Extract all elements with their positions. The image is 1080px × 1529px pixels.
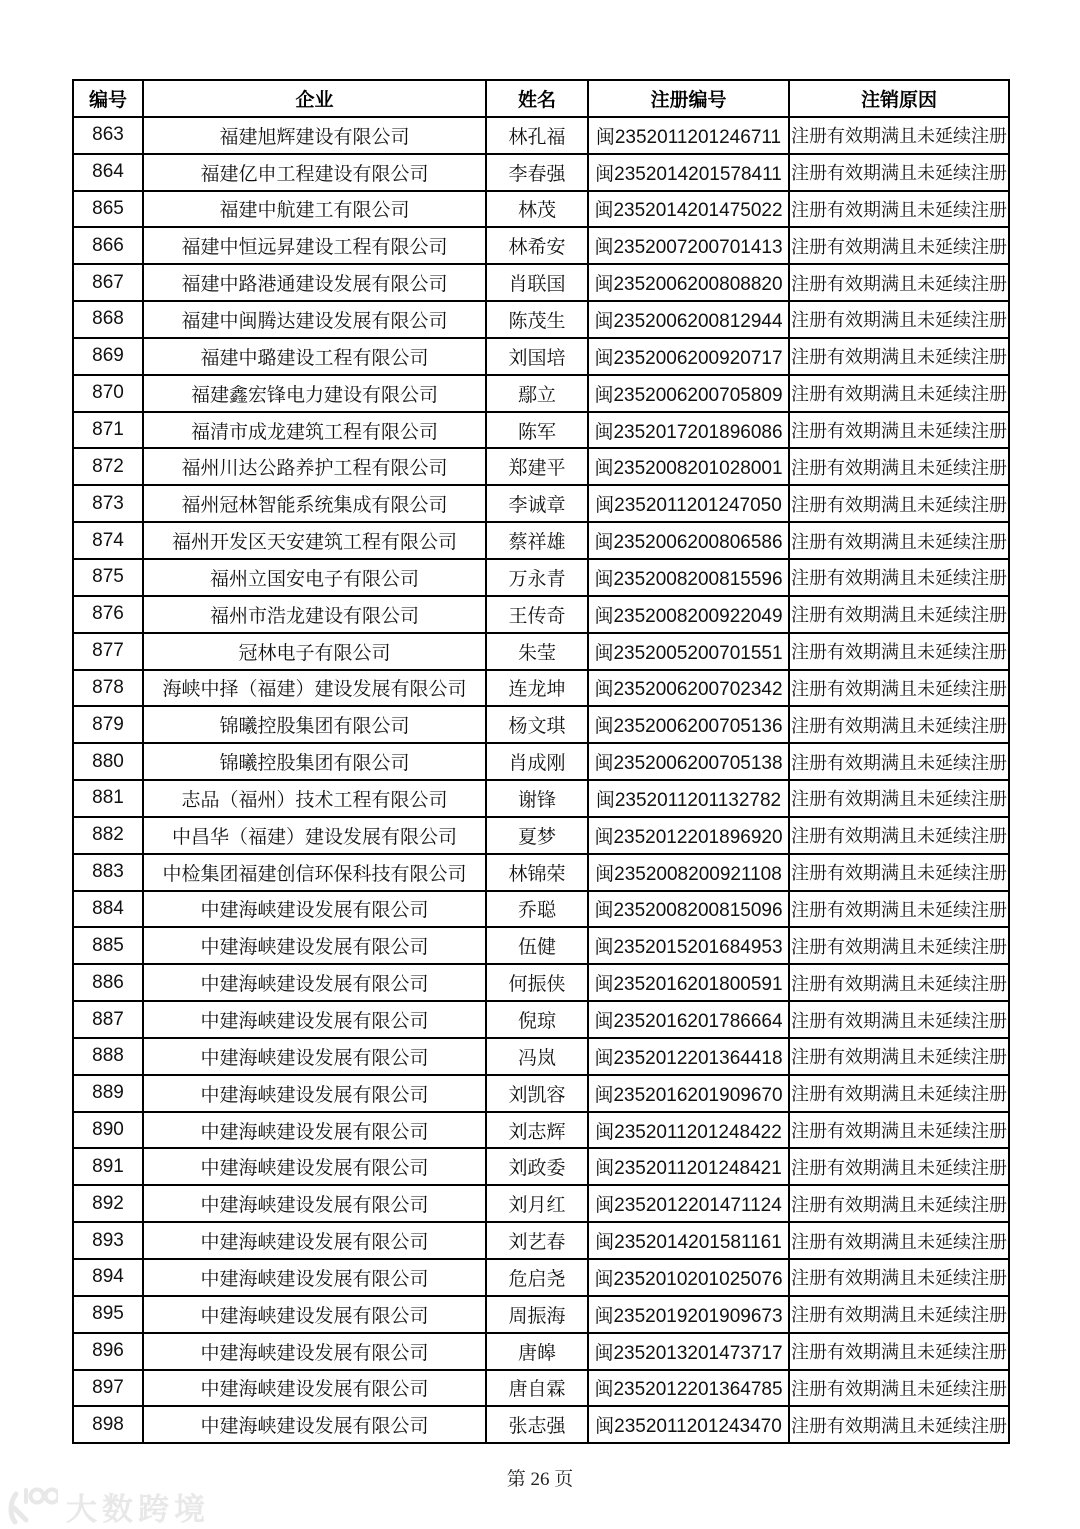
person-name-cell: 鄢立 [486,375,588,412]
company-cell: 中建海峡建设发展有限公司 [143,1148,486,1185]
registration-number-cell: 闽2352006200806586 [588,522,789,559]
row-number-cell: 893 [73,1222,143,1259]
row-number-cell: 866 [73,227,143,264]
company-cell: 中建海峡建设发展有限公司 [143,964,486,1001]
cancellation-reason-cell: 注册有效期满且未延续注册 [789,743,1009,780]
table-header [73,80,1009,117]
row-number-cell: 885 [73,927,143,964]
registration-number-cell: 闽2352008201028001 [588,448,789,485]
registration-number-cell: 闽2352011201132782 [588,780,789,817]
cancellation-reason-cell: 注册有效期满且未延续注册 [789,448,1009,485]
person-name-cell: 唐皞 [486,1333,588,1370]
cancellation-reason-cell: 注册有效期满且未延续注册 [789,927,1009,964]
company-cell: 中建海峡建设发展有限公司 [143,1259,486,1296]
header-registration-number: 注册编号 [588,80,789,117]
registration-number-cell: 闽2352012201896920 [588,817,789,854]
registry-table [72,79,1010,1444]
company-cell: 福建中路港通建设发展有限公司 [143,264,486,301]
company-cell: 福建中恒远昇建设工程有限公司 [143,227,486,264]
cancellation-reason-cell: 注册有效期满且未延续注册 [789,1406,1009,1443]
registration-number-cell: 闽2352008200815596 [588,559,789,596]
table-row [73,338,1009,375]
person-name-cell: 林茂 [486,191,588,228]
row-number-cell: 869 [73,338,143,375]
table-row [73,301,1009,338]
watermark-brand-text: 大数跨境 [66,1492,210,1527]
row-number-cell: 896 [73,1333,143,1370]
registration-number-cell: 闽2352006200705809 [588,375,789,412]
person-name-cell: 林希安 [486,227,588,264]
person-name-cell: 刘政委 [486,1148,588,1185]
person-name-cell: 杨文琪 [486,706,588,743]
row-number-cell: 879 [73,706,143,743]
table-row [73,559,1009,596]
person-name-cell: 谢锋 [486,780,588,817]
person-name-cell: 蔡祥雄 [486,522,588,559]
table-row [73,706,1009,743]
cancellation-reason-cell: 注册有效期满且未延续注册 [789,1001,1009,1038]
company-cell: 志品（福州）技术工程有限公司 [143,780,486,817]
company-cell: 中建海峡建设发展有限公司 [143,1185,486,1222]
person-name-cell: 倪琼 [486,1001,588,1038]
person-name-cell: 李诚章 [486,485,588,522]
company-cell: 中建海峡建设发展有限公司 [143,927,486,964]
table-row [73,854,1009,891]
row-number-cell: 876 [73,596,143,633]
person-name-cell: 连龙坤 [486,670,588,707]
company-cell: 福建中璐建设工程有限公司 [143,338,486,375]
registration-number-cell: 闽2352014201578411 [588,154,789,191]
header-cancellation-reason: 注销原因 [789,80,1009,117]
table-row [73,891,1009,928]
company-cell: 福州市浩龙建设有限公司 [143,596,486,633]
person-name-cell: 乔聪 [486,891,588,928]
row-number-cell: 897 [73,1370,143,1407]
row-number-cell: 898 [73,1406,143,1443]
table-row [73,264,1009,301]
registration-number-cell: 闽2352007200701413 [588,227,789,264]
row-number-cell: 882 [73,817,143,854]
table-row [73,1222,1009,1259]
row-number-cell: 867 [73,264,143,301]
cancellation-reason-cell: 注册有效期满且未延续注册 [789,1222,1009,1259]
person-name-cell: 刘艺春 [486,1222,588,1259]
registration-number-cell: 闽2352008200921108 [588,854,789,891]
table-row [73,1370,1009,1407]
table-row [73,1406,1009,1443]
person-name-cell: 夏梦 [486,817,588,854]
page-number: 第 26 页 [506,1469,574,1490]
company-cell: 中建海峡建设发展有限公司 [143,1038,486,1075]
row-number-cell: 881 [73,780,143,817]
cancellation-reason-cell: 注册有效期满且未延续注册 [789,633,1009,670]
person-name-cell: 冯岚 [486,1038,588,1075]
registration-number-cell: 闽2352014201581161 [588,1222,789,1259]
company-cell: 锦曦控股集团有限公司 [143,743,486,780]
company-cell: 福建旭辉建设有限公司 [143,117,486,154]
registration-number-cell: 闽2352005200701551 [588,633,789,670]
company-cell: 中检集团福建创信环保科技有限公司 [143,854,486,891]
cancellation-reason-cell: 注册有效期满且未延续注册 [789,227,1009,264]
person-name-cell: 危启尧 [486,1259,588,1296]
table-row [73,227,1009,264]
row-number-cell: 863 [73,117,143,154]
registration-number-cell: 闽2352016201786664 [588,1001,789,1038]
person-name-cell: 肖联国 [486,264,588,301]
table-row [73,485,1009,522]
company-cell: 福州冠林智能系统集成有限公司 [143,485,486,522]
person-name-cell: 张志强 [486,1406,588,1443]
company-cell: 福州立国安电子有限公司 [143,559,486,596]
person-name-cell: 刘凯容 [486,1075,588,1112]
table-row [73,1075,1009,1112]
table-row [73,743,1009,780]
company-cell: 中建海峡建设发展有限公司 [143,1333,486,1370]
row-number-cell: 887 [73,1001,143,1038]
table-row [73,1038,1009,1075]
company-cell: 锦曦控股集团有限公司 [143,706,486,743]
row-number-cell: 892 [73,1185,143,1222]
company-cell: 中建海峡建设发展有限公司 [143,1296,486,1333]
person-name-cell: 林孔福 [486,117,588,154]
registration-number-cell: 闽2352006200705138 [588,743,789,780]
cancellation-reason-cell: 注册有效期满且未延续注册 [789,706,1009,743]
cancellation-reason-cell: 注册有效期满且未延续注册 [789,1038,1009,1075]
row-number-cell: 889 [73,1075,143,1112]
registration-number-cell: 闽2352012201364418 [588,1038,789,1075]
table-row [73,780,1009,817]
registration-number-cell: 闽2352012201364785 [588,1370,789,1407]
company-cell: 海峡中择（福建）建设发展有限公司 [143,670,486,707]
cancellation-reason-cell: 注册有效期满且未延续注册 [789,596,1009,633]
table-row [73,817,1009,854]
registration-number-cell: 闽2352006200812944 [588,301,789,338]
table-row [73,1112,1009,1149]
row-number-cell: 878 [73,670,143,707]
company-cell: 福清市成龙建筑工程有限公司 [143,412,486,449]
person-name-cell: 刘月红 [486,1185,588,1222]
registration-number-cell: 闽2352006200702342 [588,670,789,707]
person-name-cell: 朱莹 [486,633,588,670]
cancellation-reason-cell: 注册有效期满且未延续注册 [789,412,1009,449]
registration-number-cell: 闽2352011201246711 [588,117,789,154]
company-cell: 中建海峡建设发展有限公司 [143,1406,486,1443]
person-name-cell: 肖成刚 [486,743,588,780]
cancellation-reason-cell: 注册有效期满且未延续注册 [789,891,1009,928]
row-number-cell: 871 [73,412,143,449]
row-number-cell: 884 [73,891,143,928]
company-cell: 福州开发区天安建筑工程有限公司 [143,522,486,559]
person-name-cell: 林锦荣 [486,854,588,891]
cancellation-reason-cell: 注册有效期满且未延续注册 [789,301,1009,338]
brand-logo-icon [6,1486,58,1528]
registration-number-cell: 闽2352006200808820 [588,264,789,301]
table-body [73,117,1009,1443]
row-number-cell: 864 [73,154,143,191]
cancellation-reason-cell: 注册有效期满且未延续注册 [789,559,1009,596]
person-name-cell: 刘志辉 [486,1112,588,1149]
registration-number-cell: 闽2352011201248422 [588,1112,789,1149]
row-number-cell: 872 [73,448,143,485]
person-name-cell: 周振海 [486,1296,588,1333]
table-row [73,1001,1009,1038]
row-number-cell: 883 [73,854,143,891]
cancellation-reason-cell: 注册有效期满且未延续注册 [789,191,1009,228]
cancellation-reason-cell: 注册有效期满且未延续注册 [789,1259,1009,1296]
registration-number-cell: 闽2352016201800591 [588,964,789,1001]
table-row [73,1296,1009,1333]
person-name-cell: 何振侠 [486,964,588,1001]
person-name-cell: 王传奇 [486,596,588,633]
row-number-cell: 873 [73,485,143,522]
header-name: 姓名 [486,80,588,117]
table-row [73,596,1009,633]
cancellation-reason-cell: 注册有效期满且未延续注册 [789,1296,1009,1333]
row-number-cell: 886 [73,964,143,1001]
cancellation-reason-cell: 注册有效期满且未延续注册 [789,780,1009,817]
row-number-cell: 890 [73,1112,143,1149]
company-cell: 中建海峡建设发展有限公司 [143,1075,486,1112]
row-number-cell: 894 [73,1259,143,1296]
person-name-cell: 刘国培 [486,338,588,375]
header-number: 编号 [73,80,143,117]
table-row [73,448,1009,485]
row-number-cell: 865 [73,191,143,228]
cancellation-reason-cell: 注册有效期满且未延续注册 [789,817,1009,854]
watermark [6,1484,210,1529]
cancellation-reason-cell: 注册有效期满且未延续注册 [789,1333,1009,1370]
person-name-cell: 李春强 [486,154,588,191]
cancellation-reason-cell: 注册有效期满且未延续注册 [789,964,1009,1001]
header-company: 企业 [143,80,486,117]
company-cell: 中建海峡建设发展有限公司 [143,1370,486,1407]
cancellation-reason-cell: 注册有效期满且未延续注册 [789,1185,1009,1222]
person-name-cell: 唐自霖 [486,1370,588,1407]
person-name-cell: 陈茂生 [486,301,588,338]
company-cell: 中建海峡建设发展有限公司 [143,1001,486,1038]
row-number-cell: 874 [73,522,143,559]
registration-number-cell: 闽2352017201896086 [588,412,789,449]
company-cell: 中建海峡建设发展有限公司 [143,1112,486,1149]
registration-number-cell: 闽2352011201248421 [588,1148,789,1185]
table-row [73,1185,1009,1222]
table-row [73,154,1009,191]
row-number-cell: 888 [73,1038,143,1075]
cancellation-reason-cell: 注册有效期满且未延续注册 [789,375,1009,412]
row-number-cell: 880 [73,743,143,780]
company-cell: 中昌华（福建）建设发展有限公司 [143,817,486,854]
row-number-cell: 877 [73,633,143,670]
table-row [73,191,1009,228]
company-cell: 福建鑫宏锋电力建设有限公司 [143,375,486,412]
registration-number-cell: 闽2352015201684953 [588,927,789,964]
table-row [73,633,1009,670]
company-cell: 福建中闽腾达建设发展有限公司 [143,301,486,338]
table-row [73,412,1009,449]
table-row [73,670,1009,707]
registration-number-cell: 闽2352008200815096 [588,891,789,928]
cancellation-reason-cell: 注册有效期满且未延续注册 [789,854,1009,891]
registration-number-cell: 闽2352019201909673 [588,1296,789,1333]
cancellation-reason-cell: 注册有效期满且未延续注册 [789,670,1009,707]
table-row [73,1148,1009,1185]
cancellation-reason-cell: 注册有效期满且未延续注册 [789,338,1009,375]
person-name-cell: 伍健 [486,927,588,964]
table-row [73,522,1009,559]
registration-number-cell: 闽2352006200705136 [588,706,789,743]
cancellation-reason-cell: 注册有效期满且未延续注册 [789,1075,1009,1112]
table-header-row [73,80,1009,117]
cancellation-reason-cell: 注册有效期满且未延续注册 [789,1370,1009,1407]
registration-number-cell: 闽2352010201025076 [588,1259,789,1296]
cancellation-reason-cell: 注册有效期满且未延续注册 [789,117,1009,154]
cancellation-reason-cell: 注册有效期满且未延续注册 [789,264,1009,301]
cancellation-reason-cell: 注册有效期满且未延续注册 [789,1148,1009,1185]
person-name-cell: 万永青 [486,559,588,596]
registration-number-cell: 闽2352014201475022 [588,191,789,228]
row-number-cell: 870 [73,375,143,412]
company-cell: 福建亿申工程建设有限公司 [143,154,486,191]
row-number-cell: 895 [73,1296,143,1333]
registration-number-cell: 闽2352006200920717 [588,338,789,375]
row-number-cell: 875 [73,559,143,596]
row-number-cell: 891 [73,1148,143,1185]
company-cell: 福建中航建工有限公司 [143,191,486,228]
cancellation-reason-cell: 注册有效期满且未延续注册 [789,1112,1009,1149]
person-name-cell: 郑建平 [486,448,588,485]
table-row [73,375,1009,412]
table-row [73,1333,1009,1370]
table-row [73,927,1009,964]
company-cell: 中建海峡建设发展有限公司 [143,891,486,928]
table-row [73,1259,1009,1296]
cancellation-reason-cell: 注册有效期满且未延续注册 [789,522,1009,559]
company-cell: 中建海峡建设发展有限公司 [143,1222,486,1259]
cancellation-reason-cell: 注册有效期满且未延续注册 [789,154,1009,191]
registration-number-cell: 闽2352008200922049 [588,596,789,633]
registration-number-cell: 闽2352013201473717 [588,1333,789,1370]
person-name-cell: 陈军 [486,412,588,449]
registration-number-cell: 闽2352012201471124 [588,1185,789,1222]
company-cell: 福州川达公路养护工程有限公司 [143,448,486,485]
cancellation-reason-cell: 注册有效期满且未延续注册 [789,485,1009,522]
registration-number-cell: 闽2352011201243470 [588,1406,789,1443]
company-cell: 冠林电子有限公司 [143,633,486,670]
table-row [73,964,1009,1001]
registration-number-cell: 闽2352011201247050 [588,485,789,522]
table-row [73,117,1009,154]
registration-number-cell: 闽2352016201909670 [588,1075,789,1112]
row-number-cell: 868 [73,301,143,338]
